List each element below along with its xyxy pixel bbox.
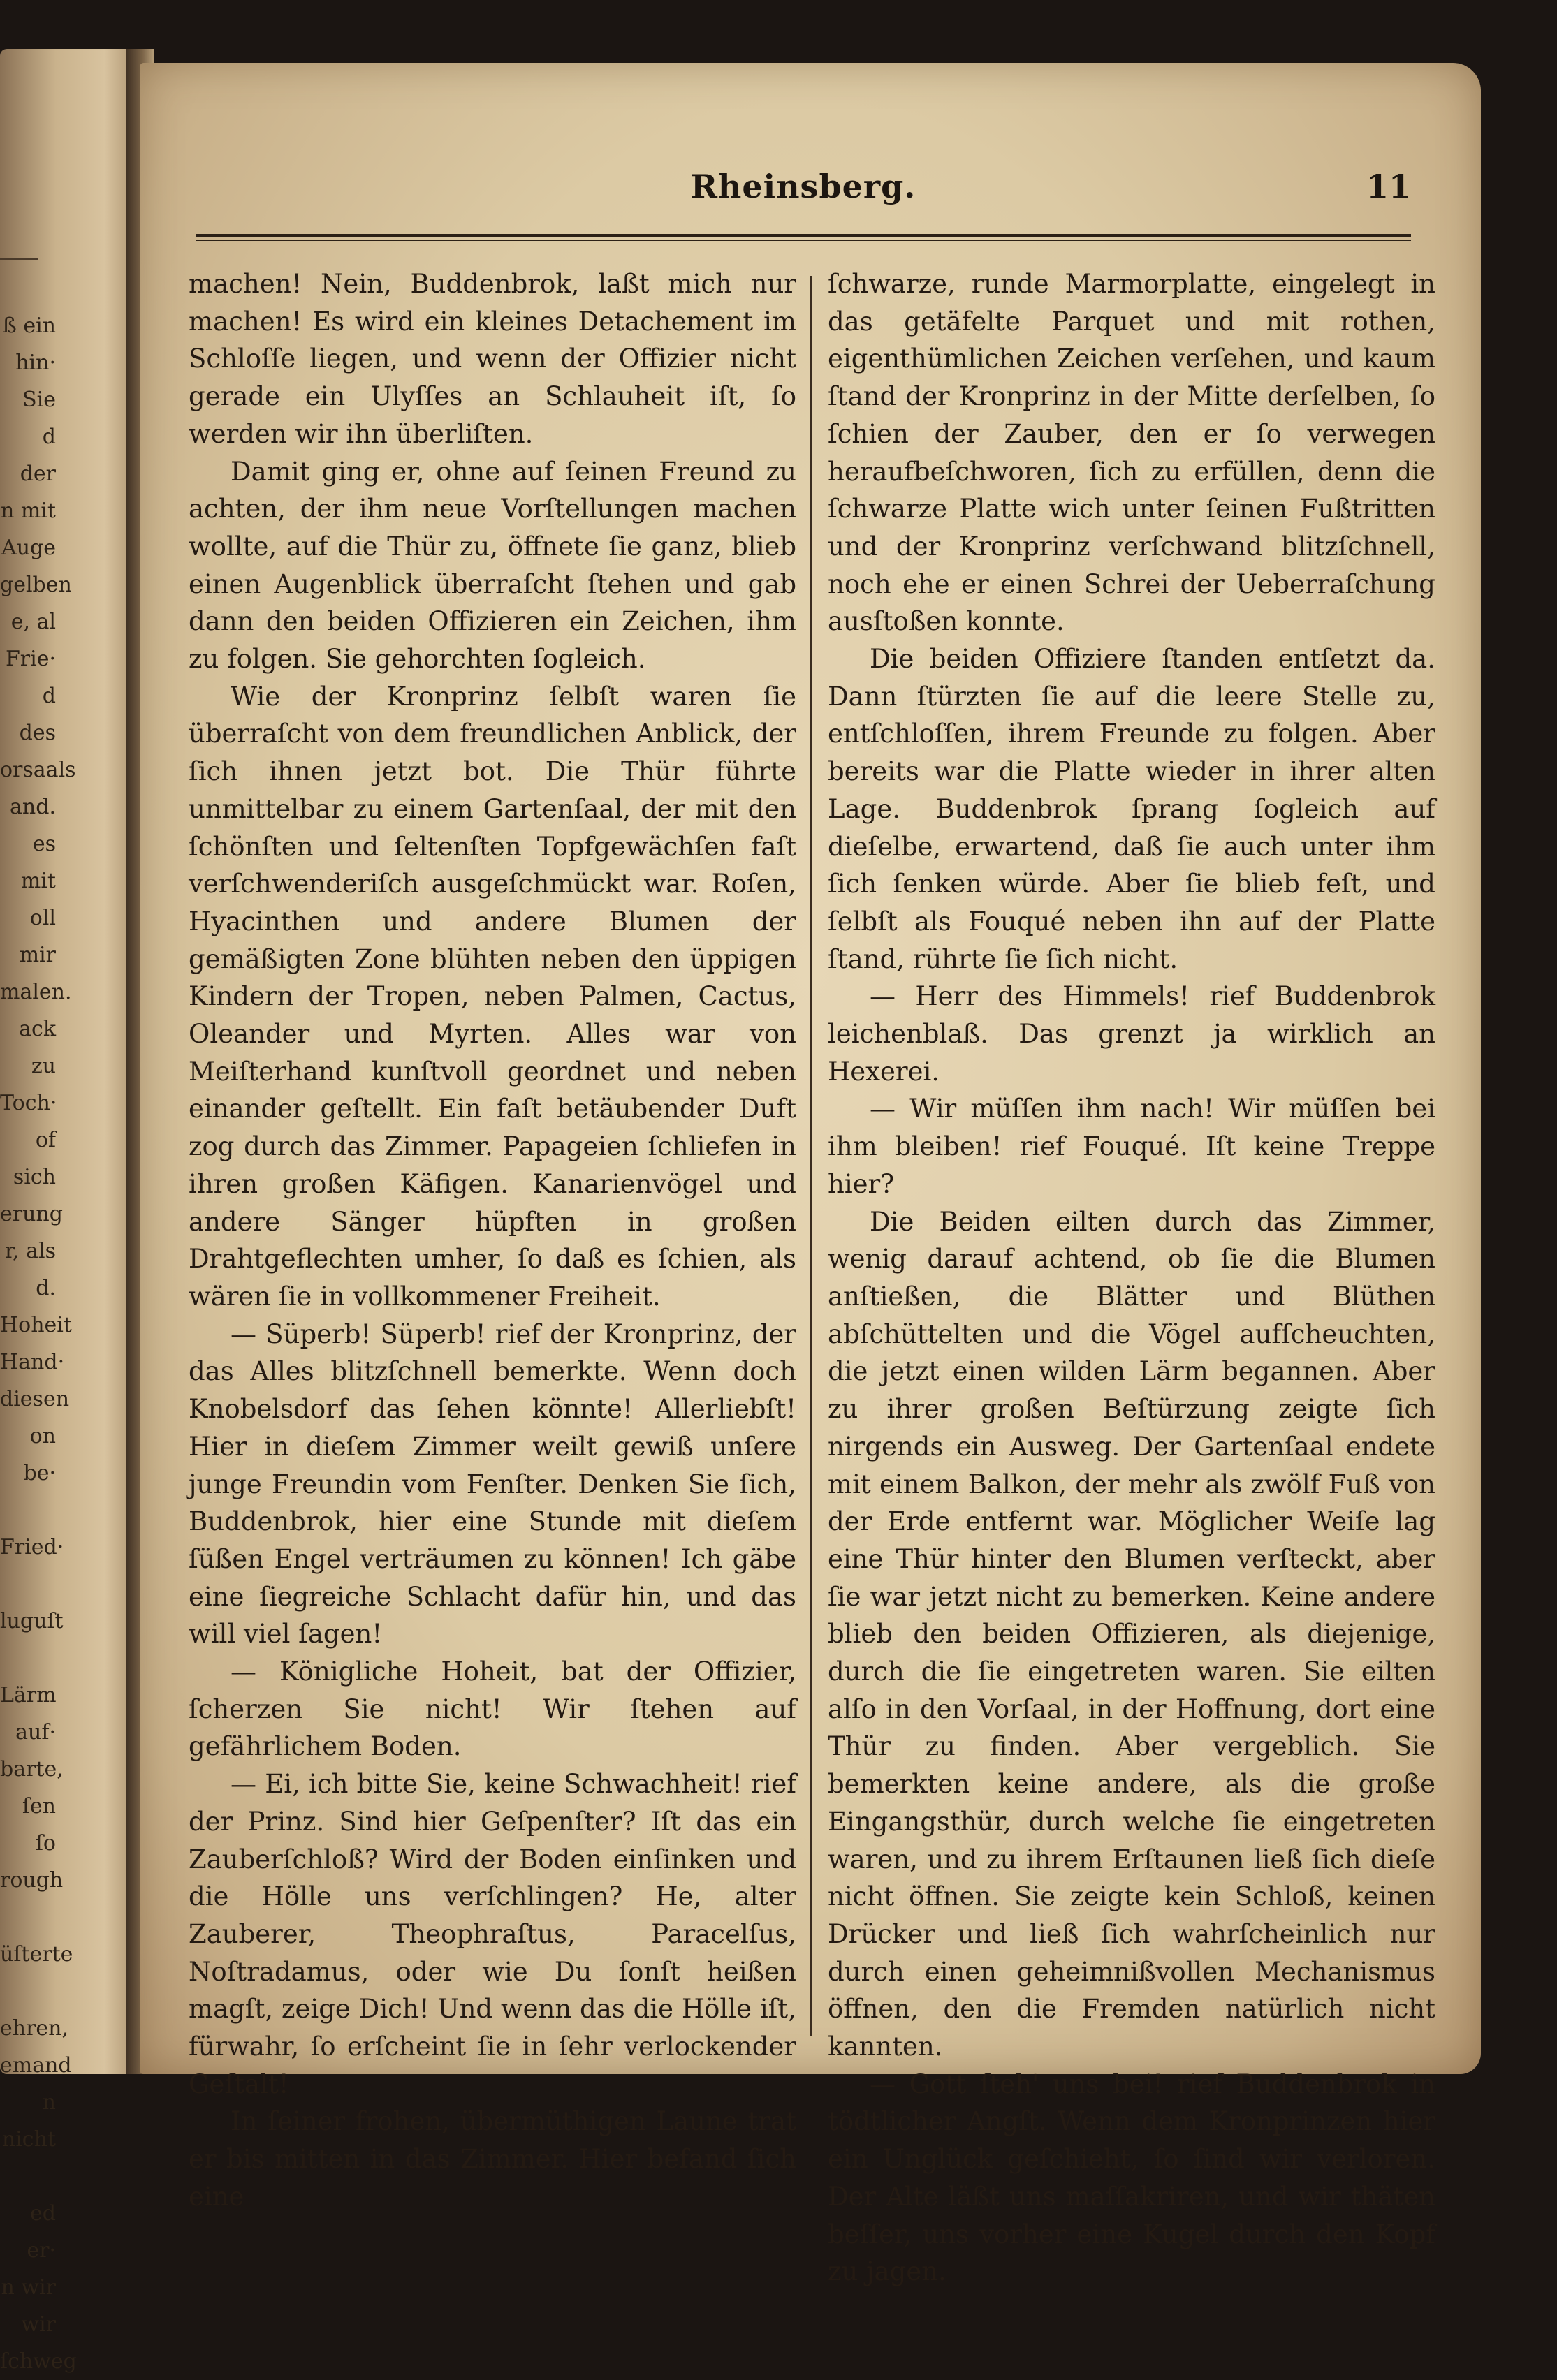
left-page-fragment: ſen ſo (22, 1794, 56, 1856)
left-page-fragment: and. (10, 795, 56, 819)
left-page-fragment: Hoheit (0, 1313, 72, 1337)
left-page-fragment: Fried· (0, 1535, 64, 1559)
paragraph: Wie der Kronprinz ſelbſt waren ſie überraſcht von dem freundlichen Anblick, der ſich ihnen jetzt bot. Die Thür führte unmittelbar zu einem Gartenſaal, der mit den ſchönſten und ſeltenſten Topfgewächſen faſt verſchwenderiſch ausgeſchmückt war. Roſen, Hyacinthen und andere Blumen der gemäßigten Zone blühten neben den üppigen Kindern der Tropen, neben Palmen, Cactus, Oleander und Myrten. Alles war von Meiſterhand kunſtvoll geordnet und neben einander geſtellt. Ein faſt betäubender Duft zog durch das Zimmer. Papageien ſchliefen in ihren großen Käfigen. Kanarienvögel und andere Sänger hüpften in großen Drahtgeflechten umher, ſo daß es ſchien, als wären ſie in vollkommener Freiheit. (189, 681, 796, 1312)
left-page-fragment: n wir (1, 2275, 56, 2300)
left-page-fragment: Sie (22, 388, 56, 412)
left-page-fragment: Frie· (5, 647, 56, 671)
left-page-fragment: hin· (15, 351, 56, 375)
left-page-fragment: es mit (20, 832, 56, 893)
book-page (140, 63, 1481, 2287)
left-page-fragment: rough (0, 1868, 64, 1893)
left-page-fragment (0, 1566, 56, 1603)
left-page-fragment: Hand· (0, 1350, 65, 1374)
left-page-fragment: oll mir (19, 906, 56, 967)
left-page-fragment: ſchweg (0, 2349, 77, 2374)
left-page-fragment: gelben (0, 573, 72, 597)
left-page-fragment (0, 2158, 56, 2195)
header-rule-thin (196, 240, 1411, 241)
left-page-fragment: üſterte (0, 1942, 73, 1967)
header-rule (196, 234, 1411, 237)
left-page-fragment: d der (20, 425, 56, 486)
right-text-column (828, 265, 1435, 2291)
paragraph: — Königliche Hoheit, bat der Offizier, ſcherzen Sie nicht! Wir ſtehen auf gefährlichem Boden. (189, 1657, 796, 1762)
paragraph: — Ei, ich bitte Sie, keine Schwachheit! rief der Prinz. Sind hier Geſpenſter? Iſt das ein Zauberſchloß? Wird der Boden einſinken und die Hölle uns verſchlingen? He, alter Zauberer, Theophraſtus, Paracelſus, Noſtradamus, oder wie Du ſonſt heißen magſt, zeige Dich! Und wenn das die Hölle iſt, fürwahr, ſo erſcheint ſie in ſehr verlockender Geſtalt! (189, 1769, 796, 2099)
page-number: 11 (1366, 168, 1411, 205)
left-page-fragment: emand (0, 2053, 72, 2078)
paragraph: Die Beiden eilten durch das Zimmer, wenig darauf achtend, ob ſie die Blumen anſtießen, die Blätter und Blüthen abſchüttelten und die Vögel aufſcheuchten, die jetzt einen wilden Lärm begannen. Aber zu ihrer großen Beſtürzung zeigte ſich nirgends ein Ausweg. Der Gartenſaal endete mit einem Balkon, der mehr als zwölf Fuß von der Erde entfernt war. Möglicher Weiſe lag eine Thür hinter den Blumen verſteckt, aber ſie war jetzt nicht zu bemerken. Keine andere blieb den beiden Offizieren, als diejenige, durch die ſie eingetreten waren. Sie eilten alſo in den Vorſaal, in der Hoffnung, dort eine Thür zu finden. Aber vergeblich. Sie bemerkten keine andere, als die große Eingangsthür, durch welche ſie eingetreten waren, und zu ihrem Erſtaunen ließ ſich dieſe nicht öffnen. Sie zeigte kein Schloß, keinen Drücker und ließ ſich wahrſcheinlich nur durch einen geheimnißvollen Mechanismus öffnen, den die Fremden natürlich nicht kannten. (828, 1206, 1435, 2062)
left-page-edge (0, 49, 140, 2374)
left-page-fragment: ß ein (2, 314, 56, 338)
left-page-fragment: barte, (0, 1757, 64, 1782)
paragraph: In ſeiner frohen, übermüthigen Laune trat er bis mitten in das Zimmer. Hier befand ſich eine (189, 2106, 796, 2212)
paragraph: — Süperb! Süperb! rief der Kronprinz, der das Alles blitzſchnell bemerkte. Wenn doch Knobelsdorf das ſehen könnte! Allerliebſt! Hier in dieſem Zimmer weilt gewiß unſere junge Freundin vom Fenſter. Denken Sie ſich, Buddenbrok, hier eine Stunde mit dieſem ſüßen Engel verträumen zu können! Ich gäbe eine ſiegreiche Schlacht dafür hin, und das will viel ſagen! (189, 1318, 796, 1650)
left-page-rule (0, 258, 38, 260)
left-page-fragment: erung (0, 1202, 63, 1226)
left-page-fragment: Toch· (0, 1091, 57, 1115)
left-page-fragment: r, als (5, 1239, 56, 1263)
column-divider (810, 276, 812, 2036)
paragraph: — Gott ſteh' uns bei! rief Buddenbrok in tödtlicher Angſt. Wenn dem Kronprinzen hier ein Unglück geſchieht, ſo ſind wir verloren. Der Alte läßt uns maſſakriren, und wir thäten beſſer, uns vorher eine Kugel durch den Kopf zu jagen. (828, 2069, 1435, 2287)
left-page-fragment: ed er· (27, 2201, 56, 2263)
left-page-fragment (0, 1973, 56, 2010)
left-page-fragment (0, 1492, 56, 1529)
paragraph: ſchwarze, runde Marmorplatte, eingelegt in das getäfelte Parquet und mit rothen, eigenthümlichen Zeichen verſehen, und kaum ſtand der Kronprinz in der Mitte derſelben, ſo ſchien der Zauber, den er ſo verwegen heraufbeſchworen, ſich zu erfüllen, denn die ſchwarze Platte wich unter ſeinen Fußtritten und der Kronprinz verſchwand blitzſchnell, noch ehe er einen Schrei der Ueberraſchung ausſtoßen konnte. (828, 269, 1435, 637)
left-page-fragment: Auge (1, 536, 56, 560)
left-page-fragment: luguſt (0, 1609, 64, 1633)
left-page-fragment: wir (21, 2312, 56, 2337)
left-page-fragment: d des (19, 684, 56, 745)
left-page-fragment: orsaals (0, 758, 76, 782)
page-header (196, 168, 1411, 223)
paragraph: Die beiden Offiziere ſtanden entſetzt da. Dann ſtürzten ſie auf die leere Stelle zu, entſchloſſen, ihrem Freunde zu folgen. Aber bereits war die Platte wieder in ihrer alten Lage. Buddenbrok ſprang ſogleich auf dieſelbe, erwartend, daß ſie auch unter ihm ſich ſenken würde. Aber ſie blieb feſt, und ſelbſt als Fouqué neben ihn auf der Platte ſtand, rührte ſie ſich nicht. (828, 644, 1435, 974)
left-text-column (189, 265, 796, 2216)
left-page-fragment: e, al (10, 610, 56, 634)
left-page-fragment: d. (36, 1276, 56, 1300)
paragraph: — Wir müſſen ihm nach! Wir müſſen bei ihm bleiben! rief Fouqué. Iſt keine Treppe hier? (828, 1094, 1435, 1199)
left-page-fragment: ack zu (19, 1017, 56, 1078)
paragraph: machen! Nein, Buddenbrok, laßt mich nur machen! Es wird ein kleines Detachement im Schloſſe liegen, und wenn der Offizier nicht gerade ein Ulyſſes an Schlauheit iſt, ſo werden wir ihn überliſten. (189, 269, 796, 449)
paragraph: — Herr des Himmels! rief Buddenbrok leichenblaß. Das grenzt ja wirklich an Hexerei. (828, 981, 1435, 1087)
left-page-fragment: on be· (23, 1424, 56, 1485)
left-page-fragment: n nicht (1, 2090, 56, 2152)
left-page-fragment (0, 1640, 56, 1677)
left-page-fragment (0, 1899, 56, 1936)
left-page-fragment: Lärm (0, 1683, 57, 1707)
left-page-fragment: of sich (13, 1128, 56, 1189)
paragraph: Damit ging er, ohne auf ſeinen Freund zu achten, der ihm neue Vorſtellungen machen wollte, auf die Thür zu, öffnete ſie ganz, blieb einen Augenblick überraſcht ſtehen und gab dann den beiden Offizieren ein Zeichen, ihm zu folgen. Sie gehorchten ſogleich. (189, 456, 796, 675)
left-page-fragment: auf· (15, 1720, 56, 1744)
left-page-fragment: n mit (1, 499, 56, 523)
left-page-fragment: diesen (0, 1387, 70, 1411)
left-page-fragment: ehren, (0, 2016, 69, 2041)
left-page-fragments (0, 307, 77, 2380)
left-page-fragment: malen. (0, 980, 72, 1004)
running-title: Rheinsberg. (690, 168, 916, 205)
